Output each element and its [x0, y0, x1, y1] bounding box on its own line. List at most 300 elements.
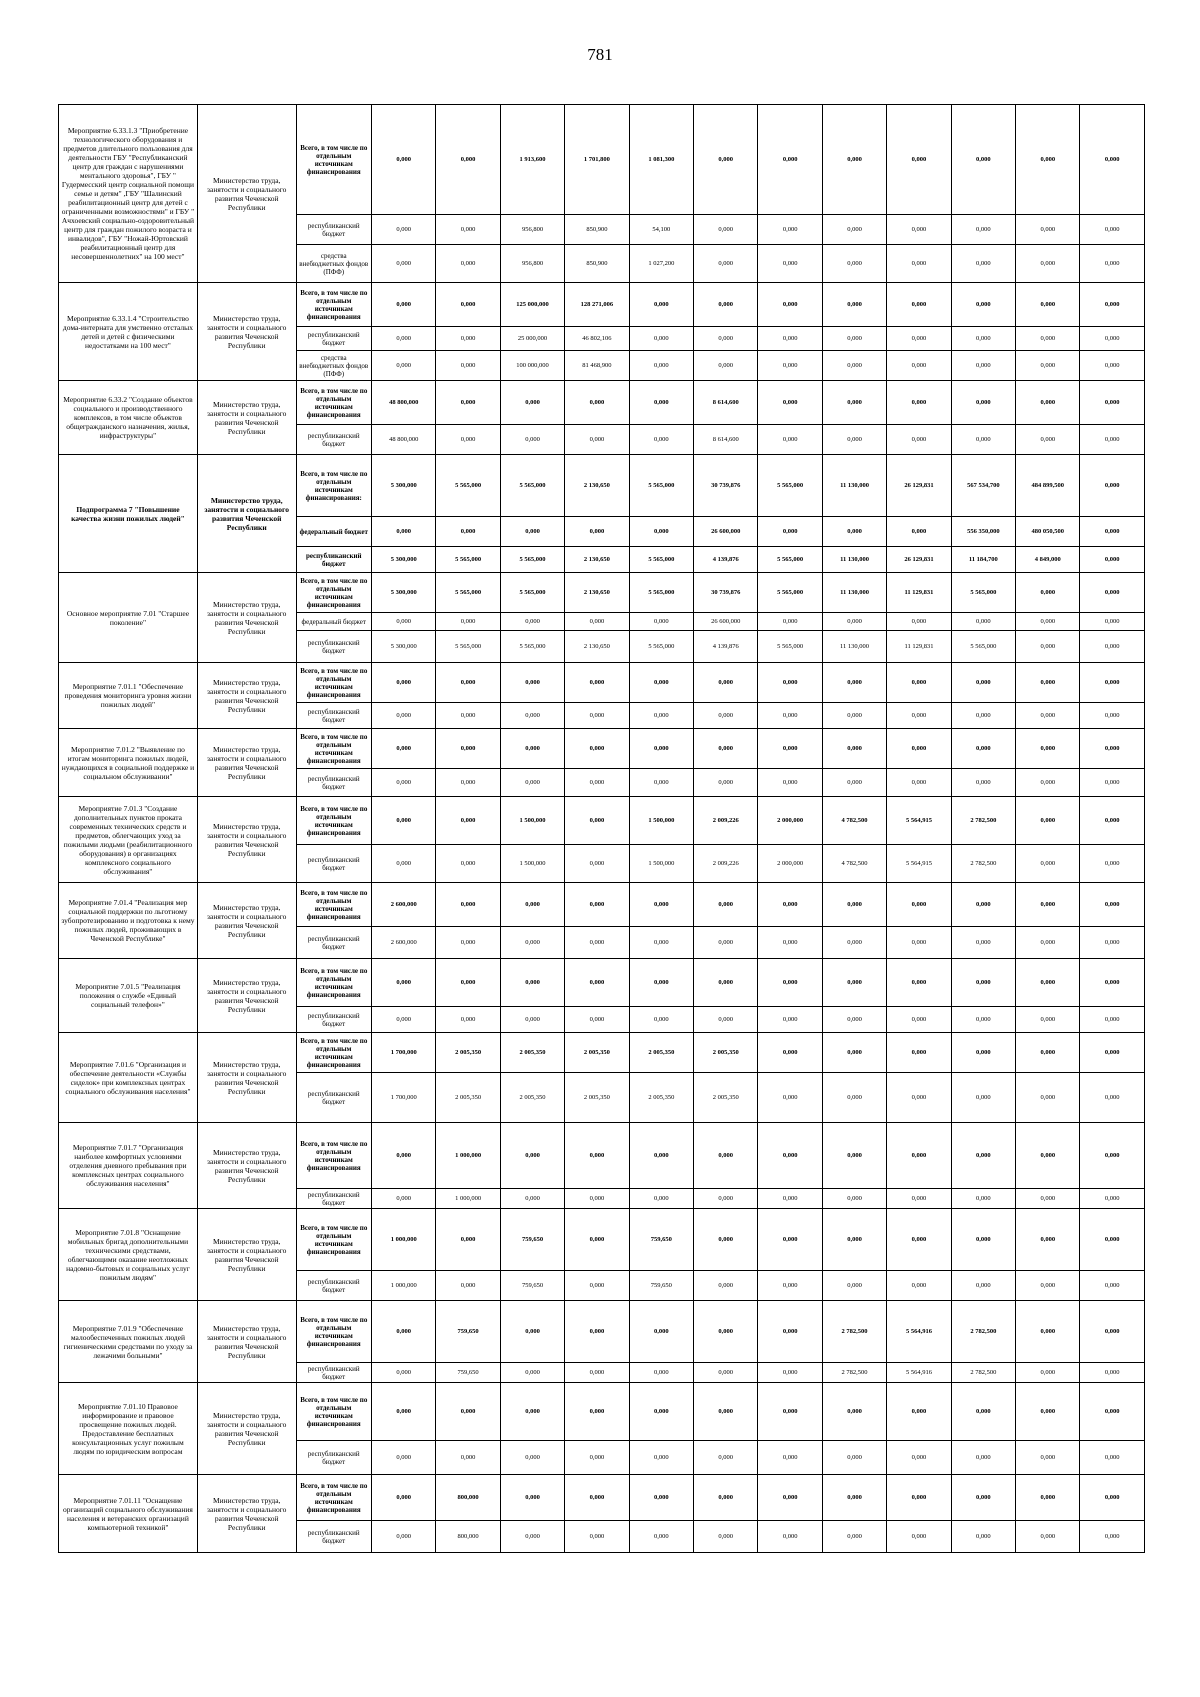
amount-cell: 0,000: [887, 245, 951, 283]
amount-cell: 0,000: [372, 245, 436, 283]
amount-cell: 0,000: [500, 703, 564, 729]
amount-cell: 0,000: [1080, 1007, 1145, 1033]
amount-cell: 0,000: [694, 215, 758, 245]
measure-title: Мероприятие 7.01.9 "Обеспечение малообеспеченных пожилых людей гигиеническими средствами по уходу за лежачими больными": [59, 1301, 198, 1383]
amount-cell: 0,000: [951, 327, 1015, 351]
amount-cell: 2 005,350: [565, 1073, 629, 1123]
amount-cell: 2 005,350: [500, 1073, 564, 1123]
financing-table: [58, 104, 1145, 1553]
amount-cell: 0,000: [694, 769, 758, 797]
amount-cell: 1 700,000: [372, 1073, 436, 1123]
amount-cell: 0,000: [565, 769, 629, 797]
amount-cell: 0,000: [887, 1209, 951, 1271]
amount-cell: 0,000: [565, 1301, 629, 1363]
amount-cell: 2 005,350: [500, 1033, 564, 1073]
amount-cell: 0,000: [372, 1383, 436, 1441]
amount-cell: 0,000: [887, 1123, 951, 1189]
amount-cell: 0,000: [629, 703, 693, 729]
amount-cell: 0,000: [951, 959, 1015, 1007]
amount-cell: 0,000: [1016, 381, 1080, 425]
amount-cell: 0,000: [694, 245, 758, 283]
amount-cell: 2 009,226: [694, 797, 758, 845]
amount-cell: 2 130,650: [565, 547, 629, 573]
amount-cell: 0,000: [758, 613, 822, 631]
amount-cell: 0,000: [500, 1475, 564, 1521]
amount-cell: 0,000: [758, 927, 822, 959]
funding-source: республиканский бюджет: [296, 845, 371, 883]
measure-title: Мероприятие 7.01.6 "Организация и обеспечение деятельности «Службы сиделок» при комплексных центрах социального обслуживания населения": [59, 1033, 198, 1123]
amount-cell: 0,000: [1080, 1209, 1145, 1271]
amount-cell: 2 600,000: [372, 883, 436, 927]
amount-cell: 0,000: [951, 215, 1015, 245]
amount-cell: 2 600,000: [372, 927, 436, 959]
funding-source: республиканский бюджет: [296, 547, 371, 573]
amount-cell: 0,000: [372, 703, 436, 729]
amount-cell: 0,000: [822, 327, 886, 351]
amount-cell: 0,000: [629, 613, 693, 631]
measure-title: Мероприятие 7.01.11 "Оснащение организаций социального обслуживания населения и ветеранских организаций компьютерной техникой": [59, 1475, 198, 1553]
measure-title: Мероприятие 6.33.1.4 "Строительство дома-интерната для умственно отсталых детей и детей с физическими недостатками на 100 мест": [59, 283, 198, 381]
amount-cell: 0,000: [1016, 245, 1080, 283]
amount-cell: 0,000: [372, 517, 436, 547]
amount-cell: 0,000: [758, 1189, 822, 1209]
amount-cell: 25 000,000: [500, 327, 564, 351]
amount-cell: 0,000: [758, 351, 822, 381]
table-row: [59, 729, 1145, 769]
amount-cell: 26 129,831: [887, 547, 951, 573]
amount-cell: 0,000: [565, 1007, 629, 1033]
amount-cell: 0,000: [951, 245, 1015, 283]
amount-cell: 0,000: [822, 1033, 886, 1073]
table-row: [59, 1475, 1145, 1521]
amount-cell: 0,000: [758, 703, 822, 729]
funding-source: Всего, в том числе по отдельным источникам финансирования: [296, 1123, 371, 1189]
amount-cell: 4 849,000: [1016, 547, 1080, 573]
amount-cell: 0,000: [1080, 1189, 1145, 1209]
amount-cell: 0,000: [565, 1363, 629, 1383]
amount-cell: 1 913,600: [500, 105, 564, 215]
amount-cell: 0,000: [565, 1271, 629, 1301]
amount-cell: 2 000,000: [758, 845, 822, 883]
table-row: [59, 283, 1145, 327]
amount-cell: 2 005,350: [629, 1073, 693, 1123]
amount-cell: 0,000: [500, 663, 564, 703]
amount-cell: 0,000: [758, 1007, 822, 1033]
amount-cell: 48 800,000: [372, 381, 436, 425]
amount-cell: 0,000: [758, 381, 822, 425]
amount-cell: 0,000: [1080, 927, 1145, 959]
amount-cell: 11 129,831: [887, 573, 951, 613]
amount-cell: 0,000: [436, 613, 500, 631]
amount-cell: 0,000: [500, 1007, 564, 1033]
funding-source: республиканский бюджет: [296, 1521, 371, 1553]
amount-cell: 0,000: [436, 1271, 500, 1301]
amount-cell: 0,000: [372, 769, 436, 797]
amount-cell: 0,000: [1016, 613, 1080, 631]
amount-cell: 0,000: [1080, 327, 1145, 351]
amount-cell: 30 739,876: [694, 455, 758, 517]
amount-cell: 0,000: [565, 1383, 629, 1441]
amount-cell: 0,000: [565, 959, 629, 1007]
amount-cell: 5 565,000: [629, 631, 693, 663]
executor: Министерство труда, занятости и социального развития Чеченской Республики: [197, 797, 296, 883]
amount-cell: 0,000: [887, 381, 951, 425]
amount-cell: 0,000: [1080, 797, 1145, 845]
amount-cell: 5 564,915: [887, 797, 951, 845]
funding-source: республиканский бюджет: [296, 703, 371, 729]
amount-cell: 0,000: [1080, 245, 1145, 283]
amount-cell: 4 139,876: [694, 547, 758, 573]
amount-cell: 5 565,000: [629, 455, 693, 517]
amount-cell: 0,000: [565, 1521, 629, 1553]
amount-cell: 0,000: [1080, 547, 1145, 573]
table-row: [59, 663, 1145, 703]
amount-cell: 0,000: [1080, 1271, 1145, 1301]
amount-cell: 0,000: [694, 703, 758, 729]
amount-cell: 5 300,000: [372, 573, 436, 613]
amount-cell: 0,000: [1080, 703, 1145, 729]
amount-cell: 0,000: [436, 845, 500, 883]
amount-cell: 0,000: [758, 1209, 822, 1271]
amount-cell: 0,000: [436, 351, 500, 381]
amount-cell: 0,000: [1080, 517, 1145, 547]
table-row: [59, 1383, 1145, 1441]
amount-cell: 0,000: [1016, 105, 1080, 215]
amount-cell: 5 565,000: [758, 455, 822, 517]
amount-cell: 4 782,500: [822, 845, 886, 883]
amount-cell: 0,000: [629, 1189, 693, 1209]
amount-cell: 0,000: [436, 283, 500, 327]
amount-cell: 1 081,300: [629, 105, 693, 215]
amount-cell: 0,000: [887, 425, 951, 455]
table-row: [59, 381, 1145, 425]
amount-cell: 0,000: [1080, 883, 1145, 927]
amount-cell: 0,000: [1016, 1033, 1080, 1073]
measure-title: Мероприятие 7.01.10 Правовое информирование и правовое просвещение пожилых людей. Предоставление бесплатных консультационных услуг пожилым людям по юридическим вопросам: [59, 1383, 198, 1475]
measure-title: Мероприятие 7.01.2 "Выявление по итогам мониторинга пожилых людей, нуждающихся в социальной поддержке и социальном обслуживании": [59, 729, 198, 797]
amount-cell: 0,000: [372, 1189, 436, 1209]
executor: Министерство труда, занятости и социального развития Чеченской Республики: [197, 283, 296, 381]
amount-cell: 0,000: [1080, 1033, 1145, 1073]
amount-cell: 0,000: [629, 283, 693, 327]
measure-title: Мероприятие 7.01.3 "Создание дополнительных пунктов проката современных технических средств и предметов, облегчающих уход за пожилыми людьми (реабилитационного оборудования) в организациях комплексного социального обслуживания": [59, 797, 198, 883]
amount-cell: 0,000: [887, 215, 951, 245]
amount-cell: 0,000: [629, 959, 693, 1007]
amount-cell: 2 005,350: [436, 1073, 500, 1123]
amount-cell: 0,000: [758, 215, 822, 245]
executor: Министерство труда, занятости и социального развития Чеченской Республики: [197, 1383, 296, 1475]
amount-cell: 8 614,600: [694, 381, 758, 425]
amount-cell: 0,000: [694, 663, 758, 703]
amount-cell: 0,000: [951, 1475, 1015, 1521]
amount-cell: 4 139,876: [694, 631, 758, 663]
amount-cell: 0,000: [887, 1271, 951, 1301]
amount-cell: 0,000: [758, 883, 822, 927]
amount-cell: 0,000: [822, 283, 886, 327]
amount-cell: 0,000: [629, 351, 693, 381]
amount-cell: 0,000: [629, 425, 693, 455]
amount-cell: 0,000: [694, 927, 758, 959]
amount-cell: 0,000: [372, 1441, 436, 1475]
amount-cell: 0,000: [500, 517, 564, 547]
amount-cell: 5 565,000: [951, 631, 1015, 663]
amount-cell: 0,000: [629, 1363, 693, 1383]
amount-cell: 0,000: [822, 1271, 886, 1301]
funding-source: Всего, в том числе по отдельным источникам финансирования: [296, 1033, 371, 1073]
table-row: [59, 797, 1145, 845]
amount-cell: 0,000: [822, 703, 886, 729]
amount-cell: 0,000: [1016, 327, 1080, 351]
amount-cell: 0,000: [629, 769, 693, 797]
amount-cell: 0,000: [758, 1363, 822, 1383]
amount-cell: 0,000: [694, 351, 758, 381]
amount-cell: 0,000: [629, 1007, 693, 1033]
amount-cell: 0,000: [1080, 351, 1145, 381]
funding-source: республиканский бюджет: [296, 1007, 371, 1033]
amount-cell: 0,000: [436, 1441, 500, 1475]
amount-cell: 0,000: [500, 1441, 564, 1475]
amount-cell: 0,000: [758, 1521, 822, 1553]
amount-cell: 1 000,000: [372, 1271, 436, 1301]
funding-source: республиканский бюджет: [296, 1189, 371, 1209]
amount-cell: 2 130,650: [565, 631, 629, 663]
amount-cell: 0,000: [887, 927, 951, 959]
funding-source: республиканский бюджет: [296, 1073, 371, 1123]
amount-cell: 0,000: [565, 797, 629, 845]
amount-cell: 0,000: [758, 1475, 822, 1521]
funding-source: средства внебюджетных фондов (ПФФ): [296, 351, 371, 381]
amount-cell: 0,000: [951, 1383, 1015, 1441]
amount-cell: 0,000: [436, 1383, 500, 1441]
amount-cell: 46 802,106: [565, 327, 629, 351]
amount-cell: 0,000: [758, 245, 822, 283]
funding-source: федеральный бюджет: [296, 613, 371, 631]
funding-source: республиканский бюджет: [296, 1271, 371, 1301]
amount-cell: 0,000: [629, 327, 693, 351]
executor: Министерство труда, занятости и социального развития Чеченской Республики: [197, 1301, 296, 1383]
amount-cell: 0,000: [758, 105, 822, 215]
amount-cell: 0,000: [758, 1073, 822, 1123]
amount-cell: 0,000: [887, 1033, 951, 1073]
amount-cell: 1 700,000: [372, 1033, 436, 1073]
amount-cell: 0,000: [951, 613, 1015, 631]
amount-cell: 0,000: [887, 613, 951, 631]
table-row: [59, 1033, 1145, 1073]
amount-cell: 956,800: [500, 215, 564, 245]
amount-cell: 0,000: [1080, 1521, 1145, 1553]
amount-cell: 0,000: [372, 729, 436, 769]
amount-cell: 2 130,650: [565, 573, 629, 613]
amount-cell: 30 739,876: [694, 573, 758, 613]
amount-cell: 0,000: [500, 1383, 564, 1441]
amount-cell: 0,000: [887, 1007, 951, 1033]
amount-cell: 0,000: [951, 381, 1015, 425]
amount-cell: 0,000: [758, 1383, 822, 1441]
amount-cell: 0,000: [436, 425, 500, 455]
amount-cell: 0,000: [1016, 663, 1080, 703]
amount-cell: 1 000,000: [436, 1123, 500, 1189]
amount-cell: 0,000: [1016, 1301, 1080, 1363]
amount-cell: 0,000: [1080, 215, 1145, 245]
amount-cell: 0,000: [822, 245, 886, 283]
executor: Министерство труда, занятости и социального развития Чеченской Республики: [197, 883, 296, 959]
amount-cell: 0,000: [1016, 215, 1080, 245]
amount-cell: 759,650: [629, 1209, 693, 1271]
amount-cell: 2 005,350: [694, 1073, 758, 1123]
amount-cell: 5 300,000: [372, 455, 436, 517]
amount-cell: 0,000: [887, 703, 951, 729]
amount-cell: 0,000: [372, 663, 436, 703]
amount-cell: 0,000: [694, 1209, 758, 1271]
amount-cell: 0,000: [500, 729, 564, 769]
amount-cell: 2 782,500: [822, 1301, 886, 1363]
amount-cell: 0,000: [887, 1475, 951, 1521]
amount-cell: 0,000: [565, 845, 629, 883]
amount-cell: 0,000: [887, 327, 951, 351]
amount-cell: 0,000: [951, 1007, 1015, 1033]
amount-cell: 5 565,000: [500, 573, 564, 613]
amount-cell: 1 027,200: [629, 245, 693, 283]
amount-cell: 0,000: [822, 425, 886, 455]
amount-cell: 2 005,350: [565, 1033, 629, 1073]
amount-cell: 125 000,000: [500, 283, 564, 327]
amount-cell: 5 565,000: [629, 547, 693, 573]
amount-cell: 128 271,006: [565, 283, 629, 327]
amount-cell: 0,000: [436, 1007, 500, 1033]
funding-source: Всего, в том числе по отдельным источникам финансирования: [296, 1209, 371, 1271]
amount-cell: 0,000: [372, 105, 436, 215]
amount-cell: 0,000: [629, 729, 693, 769]
amount-cell: 26 129,831: [887, 455, 951, 517]
executor: Министерство труда, занятости и социального развития Чеченской Республики: [197, 663, 296, 729]
amount-cell: 0,000: [500, 381, 564, 425]
amount-cell: 0,000: [500, 959, 564, 1007]
amount-cell: 1 000,000: [436, 1189, 500, 1209]
amount-cell: 0,000: [694, 1271, 758, 1301]
amount-cell: 0,000: [372, 1123, 436, 1189]
amount-cell: 0,000: [758, 283, 822, 327]
amount-cell: 0,000: [1016, 927, 1080, 959]
amount-cell: 0,000: [1080, 455, 1145, 517]
amount-cell: 2 009,226: [694, 845, 758, 883]
amount-cell: 0,000: [1080, 573, 1145, 613]
amount-cell: 0,000: [436, 663, 500, 703]
amount-cell: 0,000: [1016, 959, 1080, 1007]
amount-cell: 5 565,000: [758, 573, 822, 613]
amount-cell: 0,000: [372, 959, 436, 1007]
amount-cell: 0,000: [565, 381, 629, 425]
financing-table-body: [59, 105, 1145, 1553]
amount-cell: 759,650: [436, 1363, 500, 1383]
amount-cell: 0,000: [372, 351, 436, 381]
amount-cell: 0,000: [372, 797, 436, 845]
amount-cell: 2 000,000: [758, 797, 822, 845]
funding-source: республиканский бюджет: [296, 769, 371, 797]
amount-cell: 0,000: [500, 425, 564, 455]
amount-cell: 0,000: [887, 883, 951, 927]
amount-cell: 0,000: [822, 1007, 886, 1033]
amount-cell: 800,000: [436, 1475, 500, 1521]
table-row: [59, 959, 1145, 1007]
amount-cell: 759,650: [436, 1301, 500, 1363]
amount-cell: 0,000: [565, 517, 629, 547]
amount-cell: 0,000: [758, 729, 822, 769]
amount-cell: 0,000: [694, 729, 758, 769]
amount-cell: 0,000: [951, 1271, 1015, 1301]
amount-cell: 100 000,000: [500, 351, 564, 381]
amount-cell: 0,000: [436, 797, 500, 845]
amount-cell: 1 000,000: [372, 1209, 436, 1271]
amount-cell: 0,000: [694, 1521, 758, 1553]
amount-cell: 0,000: [822, 1441, 886, 1475]
amount-cell: 11 184,700: [951, 547, 1015, 573]
amount-cell: 1 500,000: [629, 797, 693, 845]
amount-cell: 2 782,500: [951, 845, 1015, 883]
amount-cell: 5 565,000: [436, 573, 500, 613]
funding-source: Всего, в том числе по отдельным источникам финансирования: [296, 797, 371, 845]
amount-cell: 0,000: [694, 959, 758, 1007]
amount-cell: 0,000: [1080, 631, 1145, 663]
amount-cell: 0,000: [565, 1441, 629, 1475]
amount-cell: 0,000: [822, 105, 886, 215]
amount-cell: 0,000: [629, 1383, 693, 1441]
amount-cell: 0,000: [565, 425, 629, 455]
amount-cell: 0,000: [436, 517, 500, 547]
amount-cell: 0,000: [822, 1475, 886, 1521]
amount-cell: 0,000: [500, 1363, 564, 1383]
amount-cell: 0,000: [565, 1209, 629, 1271]
amount-cell: 0,000: [758, 1033, 822, 1073]
executor: Министерство труда, занятости и социального развития Чеченской Республики: [197, 1209, 296, 1301]
amount-cell: 0,000: [887, 1383, 951, 1441]
executor: Министерство труда, занятости и социального развития Чеченской Республики: [197, 573, 296, 663]
amount-cell: 0,000: [1080, 105, 1145, 215]
amount-cell: 5 565,000: [951, 573, 1015, 613]
amount-cell: 0,000: [436, 215, 500, 245]
amount-cell: 0,000: [822, 729, 886, 769]
amount-cell: 0,000: [629, 883, 693, 927]
amount-cell: 0,000: [694, 1383, 758, 1441]
amount-cell: 0,000: [436, 769, 500, 797]
amount-cell: 759,650: [500, 1209, 564, 1271]
amount-cell: 0,000: [694, 283, 758, 327]
amount-cell: 2 782,500: [951, 797, 1015, 845]
amount-cell: 0,000: [887, 283, 951, 327]
amount-cell: 0,000: [951, 1209, 1015, 1271]
amount-cell: 0,000: [500, 927, 564, 959]
amount-cell: 0,000: [565, 927, 629, 959]
amount-cell: 0,000: [629, 1441, 693, 1475]
amount-cell: 0,000: [500, 1189, 564, 1209]
amount-cell: 0,000: [1016, 1073, 1080, 1123]
amount-cell: 0,000: [822, 381, 886, 425]
amount-cell: 0,000: [1016, 1475, 1080, 1521]
amount-cell: 0,000: [565, 883, 629, 927]
amount-cell: 0,000: [1016, 1209, 1080, 1271]
amount-cell: 0,000: [629, 1475, 693, 1521]
funding-source: Всего, в том числе по отдельным источникам финансирования: [296, 663, 371, 703]
amount-cell: 0,000: [1016, 1521, 1080, 1553]
amount-cell: 0,000: [758, 425, 822, 455]
amount-cell: 5 300,000: [372, 631, 436, 663]
amount-cell: 0,000: [1080, 663, 1145, 703]
amount-cell: 0,000: [565, 663, 629, 703]
amount-cell: 26 600,000: [694, 613, 758, 631]
amount-cell: 0,000: [1080, 1363, 1145, 1383]
page-number: 781: [587, 45, 613, 64]
funding-source: Всего, в том числе по отдельным источникам финансирования:: [296, 455, 371, 517]
amount-cell: 0,000: [1080, 1123, 1145, 1189]
